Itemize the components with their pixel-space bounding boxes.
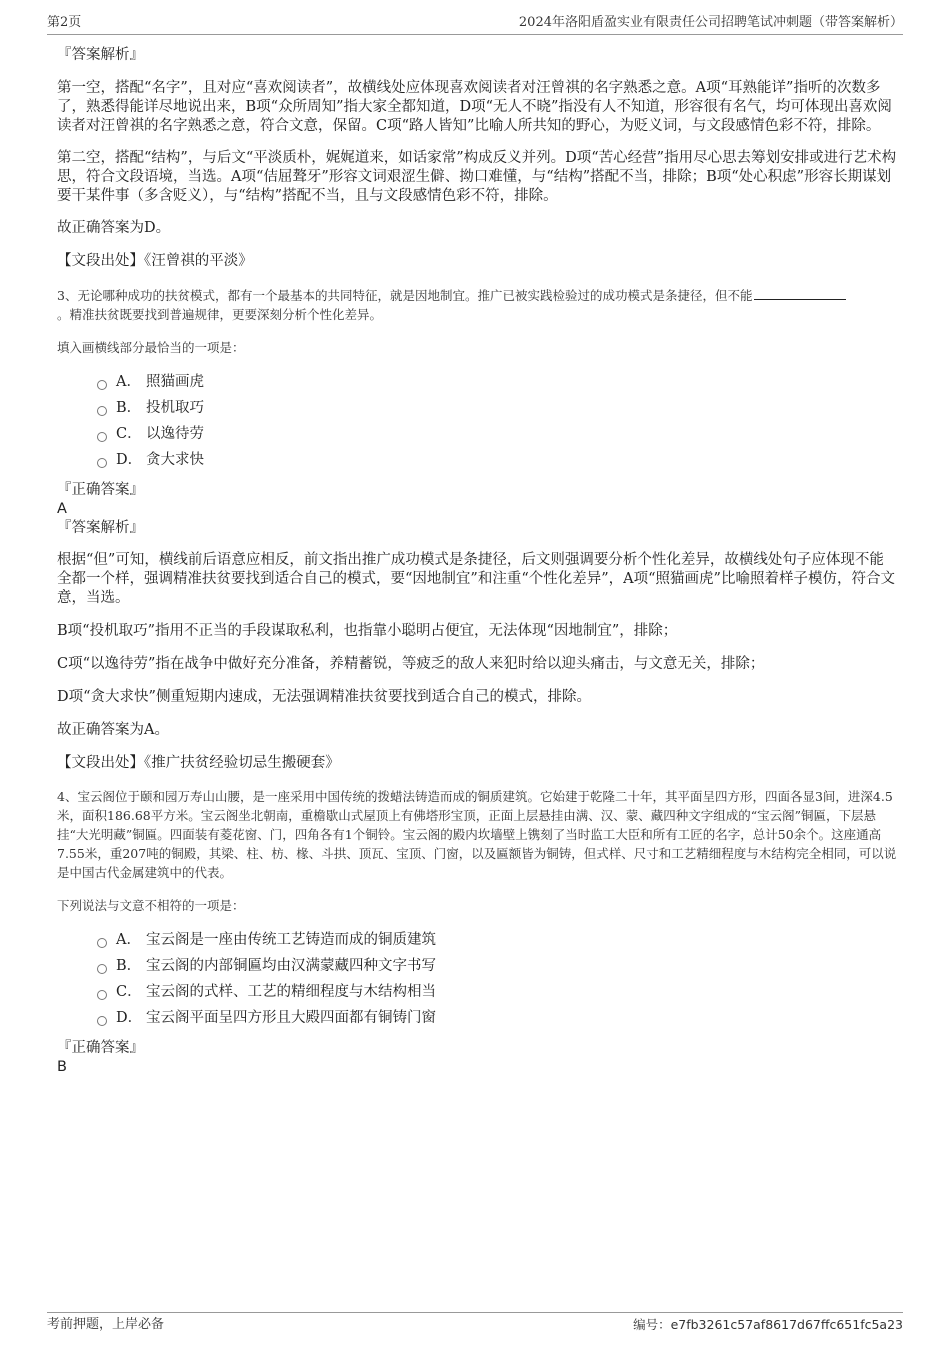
q3-options [97, 369, 897, 473]
q3-source: 【文段出处】《推广扶贫经验切忌生搬硬套》 [57, 755, 340, 771]
q4-option-a[interactable]: A． 宝云阁是一座由传统工艺铸造而成的铜质建筑 [97, 927, 897, 953]
q3-answer: A [57, 501, 67, 517]
q2-source: 【文段出处】《汪曾祺的平淡》 [57, 253, 253, 269]
q3-option-d[interactable]: D． 贪大求快 [97, 447, 897, 473]
q4-option-d[interactable]: D． 宝云阁平面呈四方形且大殿四面都有铜铸门窗 [97, 1005, 897, 1031]
q3-analysis-para-1: 根据“但”可知，横线前后语意应相反，前文指出推广成功模式是条捷径，后文则强调要分析个性化差异，故横线处句子应体现不能全都一个样，强调精准扶贫要找到适合自己的模式，要“因地制宜”和注重“个性化差异”，A项“照猫画虎”比喻照着样子模仿，符合文意，当选。 [57, 552, 895, 606]
footer-slogan: 考前押题，上岸必备 [47, 1317, 165, 1332]
q4-options [97, 927, 897, 1031]
q3-analysis-title: 『答案解析』 [57, 520, 144, 536]
radio-icon[interactable] [97, 990, 107, 1000]
q3-analysis-para-2: B项“投机取巧”指用不正当的手段谋取私利，也指靠小聪明占便宜，无法体现“因地制宜”，排除； [57, 623, 678, 639]
page-content [57, 46, 897, 1077]
q4-option-c[interactable]: C． 宝云阁的式样、工艺的精细程度与木结构相当 [97, 979, 897, 1005]
radio-icon[interactable] [97, 964, 107, 974]
q4-answer: B [57, 1059, 67, 1075]
q4-stem: 4、宝云阁位于颐和园万寿山山腰，是一座采用中国传统的拨蜡法铸造而成的铜质建筑。它始建于乾隆二十年，其平面呈四方形，四面各显3间，进深4.5米，面积186.68平方米。宝云阁坐北朝南，重檐歇山式屋顶上有佛塔形宝顶，正面上层悬挂由满、汉、蒙、藏四种文字组成的“宝云阁”铜匾，下层悬挂“大光明藏”铜匾。四面装有菱花窗、门，四角各有1个铜铃。宝云阁的殿内坎墙壁上镌刻了当时监工大臣和所有工匠的名字，总计50余个。这座通高7.55米，重207吨的铜殿，其梁、柱、枋、椽、斗拱、顶瓦、宝顶、门窗，以及匾额皆为铜铸，但式样、尺寸和工艺精细程度与木结构完全相同，可以说是中国古代金属建筑中的代表。 [57, 789, 897, 880]
radio-icon[interactable] [97, 432, 107, 442]
radio-icon[interactable] [97, 406, 107, 416]
q2-conclusion: 故正确答案为D。 [57, 220, 171, 236]
q3-analysis-para-3: C项“以逸待劳”指在战争中做好充分准备，养精蓄锐，等疲乏的敌人来犯时给以迎头痛击，与文意无关，排除； [57, 656, 765, 672]
q2-analysis-para-2: 第二空，搭配“结构”，与后文“平淡质朴，娓娓道来，如话家常”构成反义并列。D项“苦心经营”指用尽心思去筹划安排或进行艺术构思，符合文段语境，当选。A项“佶屈聱牙”形容文词艰涩生僻、拗口难懂，与“结构”搭配不当，排除；B项“处心积虑”形容长期谋划要干某件事（多含贬义），与“结构”搭配不当，且与文段感情色彩不符，排除。 [57, 150, 897, 204]
q4-answer-title: 『正确答案』 [57, 1040, 144, 1056]
q3-stem-after: 。精准扶贫既要找到普遍规律，更要深刻分析个性化差异。 [57, 307, 383, 322]
q3-option-c[interactable]: C． 以逸待劳 [97, 421, 897, 447]
q3-option-a[interactable]: A． 照猫画虎 [97, 369, 897, 395]
q4-option-b[interactable]: B． 宝云阁的内部铜匾均由汉满蒙藏四种文字书写 [97, 953, 897, 979]
q2-analysis-para-1: 第一空，搭配“名字”，且对应“喜欢阅读者”，故横线处应体现喜欢阅读者对汪曾祺的名字熟悉之意。A项“耳熟能详”指听的次数多了，熟悉得能详尽地说出来，B项“众所周知”指大家全都知道，D项“无人不晓”指没有人不知道，形容很有名气，均可体现出喜欢阅读者对汪曾祺的名字熟悉之意，符合文意，保留。C项“路人皆知”比喻人所共知的野心，为贬义词，与文段感情色彩不符，排除。 [57, 80, 892, 134]
q3-stem-before: 3、无论哪种成功的扶贫模式，都有一个最基本的共同特征，就是因地制宜。推广已被实践检验过的成功模式是条捷径，但不能 [57, 288, 753, 303]
radio-icon[interactable] [97, 380, 107, 390]
page-header [47, 14, 903, 35]
radio-icon[interactable] [97, 1016, 107, 1026]
page-number: 第2页 [47, 15, 82, 30]
q3-option-b[interactable]: B． 投机取巧 [97, 395, 897, 421]
q4-prompt: 下列说法与文意不相符的一项是： [57, 898, 245, 913]
footer-id: 编号：e7fb3261c57af8617d67ffc651fc5a23 [633, 1317, 903, 1332]
q3-answer-title: 『正确答案』 [57, 482, 144, 498]
q3-blank-line [754, 287, 846, 300]
q3-conclusion: 故正确答案为A。 [57, 722, 169, 738]
q3-prompt: 填入画横线部分最恰当的一项是： [57, 340, 245, 355]
document-title: 2024年洛阳盾盈实业有限责任公司招聘笔试冲刺题（带答案解析） [518, 15, 903, 30]
q2-analysis-title: 『答案解析』 [57, 47, 144, 63]
radio-icon[interactable] [97, 458, 107, 468]
q3-stem [57, 286, 897, 324]
q3-analysis-para-4: D项“贪大求快”侧重短期内速成，无法强调精准扶贫要找到适合自己的模式，排除。 [57, 689, 591, 705]
radio-icon[interactable] [97, 938, 107, 948]
page-footer [47, 1312, 903, 1334]
